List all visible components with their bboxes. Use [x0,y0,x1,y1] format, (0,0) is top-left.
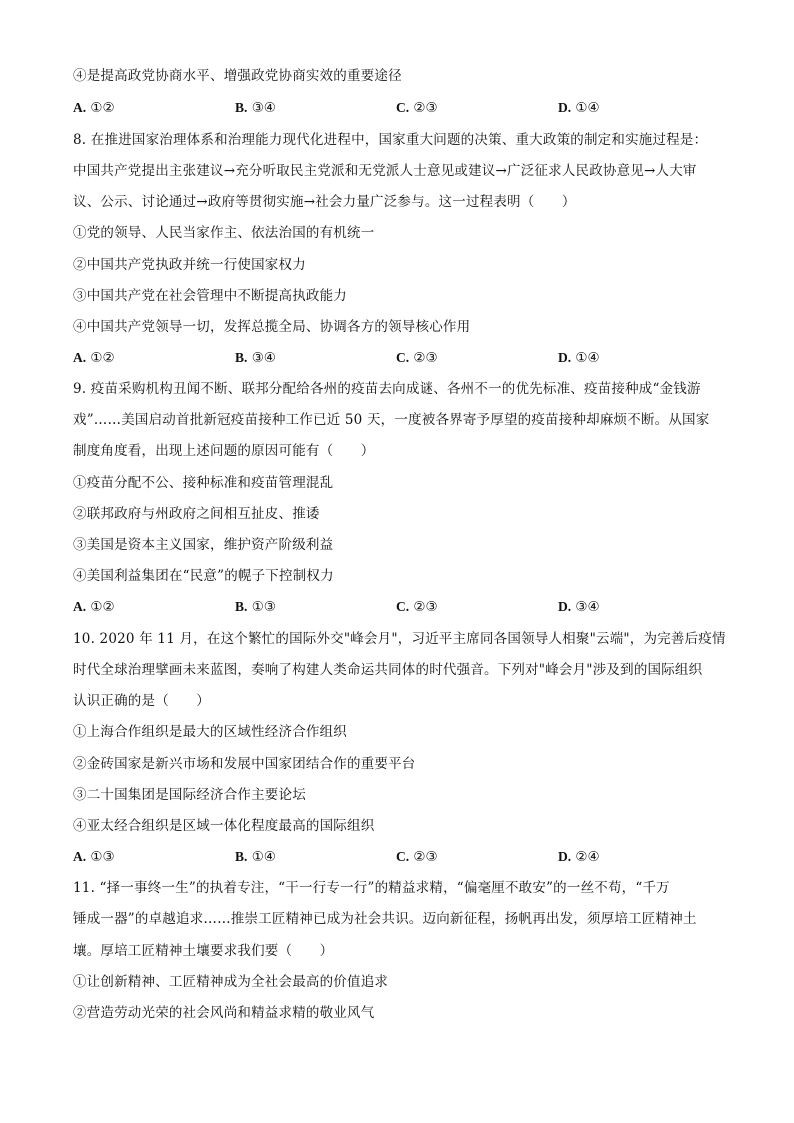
text-line: 壤。厚培工匠精神土壤要求我们要（ ） [73,943,334,959]
option-d: D. ②④ [558,849,600,865]
option-a: A. ①② [73,350,115,366]
option-a: A. ①③ [73,849,115,865]
option-b: B. ①④ [235,849,276,865]
question-10-stem: 10. 2020 年 11 月，在这个繁忙的国际外交"峰会月"，习近平主席同各国领导人相聚"云端"，为完善后疫情 [73,631,726,647]
text-line: 时代全球治理擘画未来蓝图，奏响了构建人类命运共同体的时代强音。下列对"峰会月"涉及到的国际组织 [73,662,703,678]
question-8-stem: 8. 在推进国家治理体系和治理能力现代化进程中，国家重大问题的决策、重大政策的制定和实施过程是： [73,132,708,148]
text-line: 锤成一器”的卓越追求……推崇工匠精神已成为社会共识。迈向新征程，扬帆再出发，须厚培工匠精神土 [73,911,697,927]
option-c: C. ②③ [396,599,438,615]
option-c: C. ②③ [396,350,438,366]
choice-statement: ④美国利益集团在“民意”的幌子下控制权力 [73,568,334,584]
answer-options [73,98,753,118]
option-c: C. ②③ [396,849,438,865]
choice-statement: ③中国共产党在社会管理中不断提高执政能力 [73,288,347,304]
choice-statement: ③美国是资本主义国家，维护资产阶级利益 [73,537,334,553]
text-line: 中国共产党提出主张建议→充分听取民主党派和无党派人士意见或建议→广泛征求人民政协意见→人大审 [73,163,697,179]
answer-options [73,348,753,368]
choice-statement: ②金砖国家是新兴市场和发展中国家团结合作的重要平台 [73,756,416,772]
option-b: B. ③④ [235,350,276,366]
choice-statement: ②联邦政府与州政府之间相互扯皮、推诿 [73,506,320,522]
choice-statement: ④亚太经合组织是区域一体化程度最高的国际组织 [73,818,375,834]
choice-statement: ①让创新精神、工匠精神成为全社会最高的价值追求 [73,974,389,990]
text-line: 议、公示、讨论通过→政府等贯彻实施→社会力量广泛参与。这一过程表明（ ） [73,194,576,210]
option-b: B. ①③ [235,599,276,615]
choice-statement: ②营造劳动光荣的社会风尚和精益求精的敬业风气 [73,1005,375,1021]
choice-statement: ①疫苗分配不公、接种标准和疫苗管理混乱 [73,475,334,491]
option-d: D. ①④ [558,100,600,116]
choice-statement: ②中国共产党执政并统一行使国家权力 [73,257,306,273]
text-line: 戏”……美国启动首批新冠疫苗接种工作已近 50 天，一度被各界寄予厚望的疫苗接种却麻烦不断。从国家 [73,412,710,428]
choice-statement: ④中国共产党领导一切，发挥总揽全局、协调各方的领导核心作用 [73,319,471,335]
choice-statement: ③二十国集团是国际经济合作主要论坛 [73,787,306,803]
question-11-stem: 11. “择一事终一生”的执着专注，“干一行专一行”的精益求精，“偏毫厘不敢安”的一丝不苟，“千万 [73,880,670,896]
choice-statement: ①党的领导、人民当家作主、依法治国的有机统一 [73,225,375,241]
option-a: A. ①② [73,100,115,116]
answer-options [73,597,753,617]
option-c: C. ②③ [396,100,438,116]
option-a: A. ①② [73,599,115,615]
option-d: D. ③④ [558,599,600,615]
choice-statement: ①上海合作组织是最大的区域性经济合作组织 [73,724,347,740]
question-9-stem: 9. 疫苗采购机构丑闻不断、联邦分配给各州的疫苗去向成谜、各州不一的优先标准、疫苗接种成“金钱游 [73,381,701,397]
answer-options [73,847,753,867]
text-line: 认识正确的是（ ） [73,693,210,709]
option-b: B. ③④ [235,100,276,116]
option-d: D. ①④ [558,350,600,366]
text-line: ④是提高政党协商水平、增强政党协商实效的重要途径 [73,68,402,84]
text-line: 制度角度看，出现上述问题的原因可能有（ ） [73,443,375,459]
